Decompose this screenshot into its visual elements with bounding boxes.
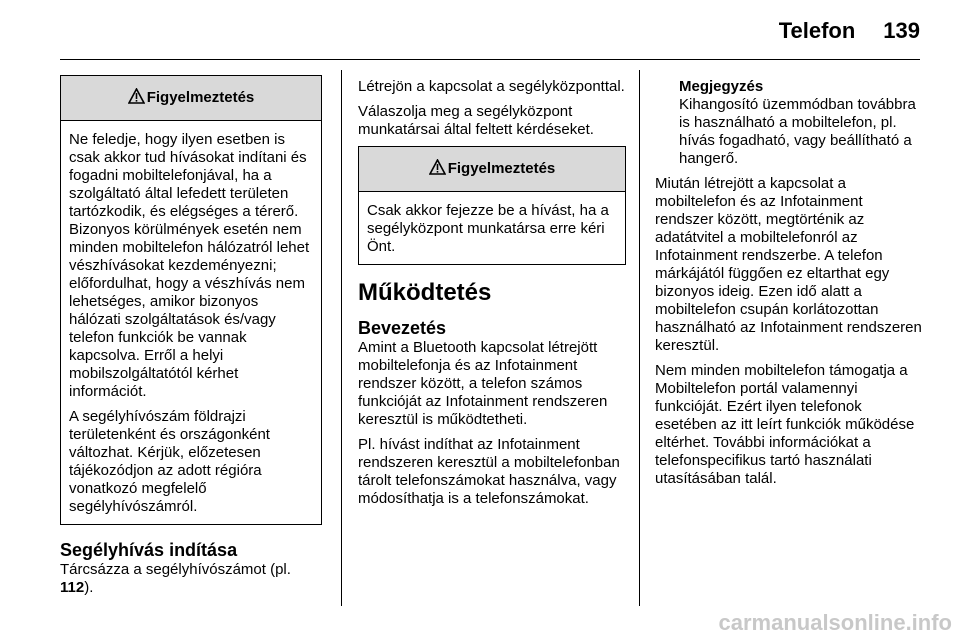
watermark: carmanualsonline.info <box>718 610 952 635</box>
note-text: Kihangosító üzemmódban továbbra is használható a mobiltelefon, pl. hívás fogadható, vagy beállítható a hangerő. <box>679 96 916 167</box>
column-1 <box>60 75 322 604</box>
warning-paragraph: A segélyhívószám földrajzi területenként és országonként változhat. Kérjük, előzetesen tájékozódjon az adott régióra vonatkozó megfelelő segélyhívószámról. <box>69 408 270 515</box>
column-divider-1 <box>341 70 342 606</box>
paragraph: Nem minden mobiltelefon támogatja a Mobiltelefon portál valamennyi funkcióját. Ezért ilyen telefonok esetében az itt leírt funkciók működése eltérhet. További információkat a telefonspecifikus tartó használati utasításában talál. <box>655 362 915 487</box>
section-heading: Segélyhívás indítása <box>60 540 238 560</box>
column-3 <box>655 78 923 495</box>
warning-box <box>60 75 322 525</box>
paragraph: Létrejön a kapcsolat a segélyközponttal. <box>358 78 625 95</box>
header-title: Telefon <box>778 18 856 43</box>
page-header <box>779 18 920 44</box>
paragraph: Pl. hívást indíthat az Infotainment rendszeren keresztül a mobiltelefonban tárolt telefonszámokat használva, vagy módosíthatja is a telefonszámokat. <box>358 436 620 507</box>
warning-title: Figyelmeztetés <box>146 89 255 106</box>
warning-body <box>359 192 625 264</box>
paragraph: Miután létrejött a kapcsolat a mobiltelefon és az Infotainment rendszer között, megtörténik az adatátvitel a mobiltelefonról az Infotainment rendszerbe. A telefon márkájától függően ez eltarthat egy bizonyos ideig. Ezen idő alatt a mobiltelefon csupán korlátozottan használható az Infotainment rendszeren keresztül. <box>655 175 922 354</box>
column-divider-2 <box>639 70 640 606</box>
emergency-number: 112 <box>60 579 85 596</box>
subsection-heading: Bevezetés <box>358 318 447 338</box>
chapter-heading: Működtetés <box>358 279 492 306</box>
warning-title: Figyelmeztetés <box>447 160 556 177</box>
page-number: 139 <box>883 18 920 43</box>
column-2 <box>358 78 626 515</box>
warning-triangle-icon <box>429 159 446 180</box>
warning-header <box>359 147 625 192</box>
header-rule <box>60 59 920 60</box>
section-text: Tárcsázza a segélyhívószámot (pl. 112). <box>60 561 291 596</box>
warning-header <box>61 76 321 121</box>
warning-body <box>61 121 321 524</box>
note-title: Megjegyzés <box>679 78 764 95</box>
warning-paragraph: Csak akkor fejezze be a hívást, ha a segélyközpont munkatársa erre kéri Önt. <box>367 202 609 255</box>
warning-triangle-icon <box>128 88 145 109</box>
note-block <box>679 78 923 168</box>
warning-paragraph: Ne feledje, hogy ilyen esetben is csak akkor tud hívásokat indítani és fogadni mobiltelefonjával, ha a szolgáltató által lefedett területen tartózkodik, és elégséges a térerő. Bizonyos körülmények esetén nem minden mobiltelefon hálózatról lehet vészhívásokat kezdeményezni; előfordulhat, hogy a vészhívás nem lehetséges, amikor bizonyos hálózati szolgáltatások és/vagy telefon funkciók be vannak kapcsolva. Erről a helyi mobilszolgáltatótól kérhet információt. <box>69 131 310 400</box>
warning-box <box>358 146 626 265</box>
paragraph: Amint a Bluetooth kapcsolat létrejött mobiltelefonja és az Infotainment rendszer között, a telefon számos funkcióját az Infotainment rendszeren keresztül is működtetheti. <box>358 339 608 428</box>
paragraph: Válaszolja meg a segélyközpont munkatársai által feltett kérdéseket. <box>358 103 594 138</box>
